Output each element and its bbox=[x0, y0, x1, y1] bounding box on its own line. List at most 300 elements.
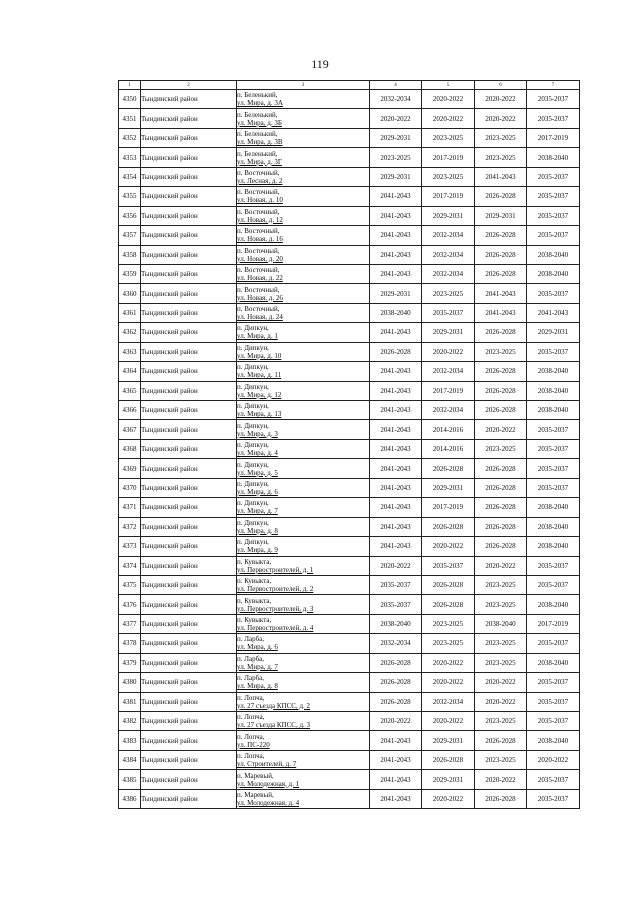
row-number: 4359 bbox=[119, 264, 141, 283]
period-cell-col4: 2041-2043 bbox=[370, 362, 422, 381]
period-cell-col7: 2035-2037 bbox=[527, 187, 580, 206]
period-cell-col4: 2032-2034 bbox=[370, 634, 422, 653]
period-cell-col6: 2041-2043 bbox=[475, 303, 527, 322]
table-row bbox=[119, 245, 580, 264]
period-cell-col6: 2026-2028 bbox=[475, 226, 527, 245]
period-cell-col4: 2023-2025 bbox=[370, 148, 422, 167]
period-cell-col6: 2020-2022 bbox=[475, 673, 527, 692]
district-cell: Тындинский район bbox=[141, 517, 237, 536]
address-street: ул. Молодежная, д. 1 bbox=[237, 779, 300, 788]
period-cell-col5: 2020-2022 bbox=[422, 712, 475, 731]
period-cell-col6: 2026-2028 bbox=[475, 789, 527, 808]
period-cell-col6: 2023-2025 bbox=[475, 148, 527, 167]
period-cell-col6: 2023-2025 bbox=[475, 128, 527, 147]
period-cell-col4: 2020-2022 bbox=[370, 712, 422, 731]
address-locality: п. Дипкун, bbox=[237, 538, 269, 547]
address-locality: п. Восточный, bbox=[237, 207, 280, 216]
period-cell-col5: 2023-2025 bbox=[422, 284, 475, 303]
row-number: 4386 bbox=[119, 789, 141, 808]
district-cell: Тындинский район bbox=[141, 770, 237, 789]
row-number: 4350 bbox=[119, 90, 141, 109]
address-street: ул. Мира, д. 5 bbox=[237, 468, 278, 477]
address-cell bbox=[237, 342, 370, 361]
row-number: 4352 bbox=[119, 128, 141, 147]
period-cell-col6: 2023-2025 bbox=[475, 712, 527, 731]
district-cell: Тындинский район bbox=[141, 264, 237, 283]
address-locality: п. Восточный, bbox=[237, 305, 280, 314]
period-cell-col6: 2026-2028 bbox=[475, 401, 527, 420]
address-cell bbox=[237, 537, 370, 556]
address-cell bbox=[237, 187, 370, 206]
period-cell-col7: 2035-2037 bbox=[527, 789, 580, 808]
period-cell-col4: 2041-2043 bbox=[370, 537, 422, 556]
period-cell-col6: 2023-2025 bbox=[475, 575, 527, 594]
table-row bbox=[119, 303, 580, 322]
address-locality: п. Дипкун, bbox=[237, 402, 269, 411]
period-cell-col7: 2038-2040 bbox=[527, 595, 580, 614]
address-locality: п. Восточный, bbox=[237, 246, 280, 255]
district-cell: Тындинский район bbox=[141, 284, 237, 303]
period-cell-col6: 2026-2028 bbox=[475, 245, 527, 264]
address-street: ул. Первостроителей, д. 3 bbox=[237, 604, 314, 613]
period-cell-col4: 2035-2037 bbox=[370, 595, 422, 614]
table-row bbox=[119, 498, 580, 517]
period-cell-col7: 2035-2037 bbox=[527, 284, 580, 303]
address-locality: п. Восточный, bbox=[237, 266, 280, 275]
district-cell: Тындинский район bbox=[141, 614, 237, 633]
period-cell-col5: 2032-2034 bbox=[422, 401, 475, 420]
period-cell-col6: 2026-2028 bbox=[475, 478, 527, 497]
table-row bbox=[119, 128, 580, 147]
address-cell bbox=[237, 673, 370, 692]
address-street: ул. Мира, д. 12 bbox=[237, 390, 282, 399]
address-street: ул. Новая, д. 16 bbox=[237, 235, 283, 244]
address-cell bbox=[237, 770, 370, 789]
table-row bbox=[119, 634, 580, 653]
row-number: 4367 bbox=[119, 420, 141, 439]
address-street: ул. Мира, д. 3В bbox=[237, 138, 283, 147]
column-number-header-row bbox=[119, 81, 580, 90]
district-cell: Тындинский район bbox=[141, 575, 237, 594]
address-cell bbox=[237, 420, 370, 439]
address-street: ул. Первостроителей, д. 2 bbox=[237, 585, 314, 594]
district-cell: Тындинский район bbox=[141, 420, 237, 439]
table-row bbox=[119, 90, 580, 109]
address-street: ул. Первостроителей, д. 4 bbox=[237, 624, 314, 633]
address-locality: п. Лопча, bbox=[237, 693, 265, 702]
period-cell-col7: 2038-2040 bbox=[527, 381, 580, 400]
district-cell: Тындинский район bbox=[141, 692, 237, 711]
period-cell-col6: 2026-2028 bbox=[475, 264, 527, 283]
period-cell-col4: 2041-2043 bbox=[370, 789, 422, 808]
period-cell-col5: 2029-2031 bbox=[422, 206, 475, 225]
period-cell-col6: 2023-2025 bbox=[475, 342, 527, 361]
row-number: 4379 bbox=[119, 653, 141, 672]
district-cell: Тындинский район bbox=[141, 381, 237, 400]
address-locality: п. Кувыкта, bbox=[237, 557, 272, 566]
district-cell: Тындинский район bbox=[141, 90, 237, 109]
district-cell: Тындинский район bbox=[141, 167, 237, 186]
period-cell-col4: 2041-2043 bbox=[370, 264, 422, 283]
address-cell bbox=[237, 264, 370, 283]
address-street: ул. Новая, д. 12 bbox=[237, 215, 283, 224]
period-cell-col4: 2041-2043 bbox=[370, 498, 422, 517]
row-number: 4354 bbox=[119, 167, 141, 186]
period-cell-col5: 2032-2034 bbox=[422, 226, 475, 245]
period-cell-col7: 2035-2037 bbox=[527, 459, 580, 478]
district-cell: Тындинский район bbox=[141, 401, 237, 420]
address-locality: п. Дипкун, bbox=[237, 324, 269, 333]
period-cell-col6: 2020-2022 bbox=[475, 770, 527, 789]
period-cell-col4: 2041-2043 bbox=[370, 323, 422, 342]
table-row bbox=[119, 750, 580, 769]
address-locality: п. Восточный, bbox=[237, 168, 280, 177]
address-cell bbox=[237, 439, 370, 458]
period-cell-col7: 2035-2037 bbox=[527, 167, 580, 186]
address-cell bbox=[237, 206, 370, 225]
period-cell-col7: 2038-2040 bbox=[527, 653, 580, 672]
period-cell-col6: 2020-2022 bbox=[475, 109, 527, 128]
period-cell-col6: 2023-2025 bbox=[475, 595, 527, 614]
table-row bbox=[119, 401, 580, 420]
period-cell-col6: 2023-2025 bbox=[475, 653, 527, 672]
period-cell-col6: 2020-2022 bbox=[475, 692, 527, 711]
table-row bbox=[119, 517, 580, 536]
address-cell bbox=[237, 712, 370, 731]
address-locality: п. Дипкун, bbox=[237, 421, 269, 430]
period-cell-col7: 2029-2031 bbox=[527, 323, 580, 342]
address-street: ул. Мира, д. 8 bbox=[237, 682, 278, 691]
page-number: 119 bbox=[311, 57, 329, 71]
period-cell-col4: 2032-2034 bbox=[370, 90, 422, 109]
row-number: 4366 bbox=[119, 401, 141, 420]
table-row bbox=[119, 478, 580, 497]
address-street: ул. ПС-220 bbox=[237, 740, 270, 749]
address-locality: п. Дипкун, bbox=[237, 363, 269, 372]
district-cell: Тындинский район bbox=[141, 342, 237, 361]
column-number-header: 7 bbox=[527, 81, 580, 90]
row-number: 4381 bbox=[119, 692, 141, 711]
address-street: ул. 27 съезда КПСС, д. 2 bbox=[237, 701, 311, 710]
address-cell bbox=[237, 245, 370, 264]
period-cell-col7: 2035-2037 bbox=[527, 673, 580, 692]
period-cell-col5: 2020-2022 bbox=[422, 653, 475, 672]
period-cell-col7: 2020-2022 bbox=[527, 750, 580, 769]
address-street: ул. Мира, д. 3 bbox=[237, 429, 278, 438]
period-cell-col4: 2038-2040 bbox=[370, 303, 422, 322]
address-street: ул. Мира, д. 3А bbox=[237, 99, 283, 108]
address-cell bbox=[237, 148, 370, 167]
address-locality: п. Дипкун, bbox=[237, 518, 269, 527]
period-cell-col7: 2035-2037 bbox=[527, 90, 580, 109]
district-cell: Тындинский район bbox=[141, 245, 237, 264]
district-cell: Тындинский район bbox=[141, 148, 237, 167]
period-cell-col4: 2041-2043 bbox=[370, 206, 422, 225]
address-street: ул. Лесная, д. 2 bbox=[237, 176, 283, 185]
row-number: 4371 bbox=[119, 498, 141, 517]
period-cell-col6: 2023-2025 bbox=[475, 634, 527, 653]
district-cell: Тындинский район bbox=[141, 673, 237, 692]
period-cell-col4: 2026-2028 bbox=[370, 342, 422, 361]
address-locality: п. Дипкун, bbox=[237, 460, 269, 469]
district-cell: Тындинский район bbox=[141, 226, 237, 245]
table-row bbox=[119, 148, 580, 167]
address-cell bbox=[237, 750, 370, 769]
address-cell bbox=[237, 109, 370, 128]
period-cell-col6: 2038-2040 bbox=[475, 614, 527, 633]
address-cell bbox=[237, 653, 370, 672]
row-number: 4375 bbox=[119, 575, 141, 594]
period-cell-col7: 2017-2019 bbox=[527, 128, 580, 147]
address-cell bbox=[237, 498, 370, 517]
address-street: ул. Мира, д. 13 bbox=[237, 410, 282, 419]
period-cell-col7: 2038-2040 bbox=[527, 537, 580, 556]
row-number: 4373 bbox=[119, 537, 141, 556]
table-row bbox=[119, 575, 580, 594]
district-cell: Тындинский район bbox=[141, 109, 237, 128]
address-locality: п. Дипкун, bbox=[237, 441, 269, 450]
table-row bbox=[119, 264, 580, 283]
address-street: ул. Новая, д. 26 bbox=[237, 293, 283, 302]
period-cell-col5: 2035-2037 bbox=[422, 556, 475, 575]
period-cell-col5: 2017-2019 bbox=[422, 187, 475, 206]
period-cell-col4: 2026-2028 bbox=[370, 673, 422, 692]
table-row bbox=[119, 712, 580, 731]
address-street: ул. 27 съезда КПСС, д. 3 bbox=[237, 721, 311, 730]
row-number: 4374 bbox=[119, 556, 141, 575]
period-cell-col4: 2041-2043 bbox=[370, 381, 422, 400]
row-number: 4380 bbox=[119, 673, 141, 692]
row-number: 4376 bbox=[119, 595, 141, 614]
address-locality: п. Маревый, bbox=[237, 771, 274, 780]
row-number: 4358 bbox=[119, 245, 141, 264]
address-locality: п. Беленький, bbox=[237, 149, 278, 158]
period-cell-col7: 2035-2037 bbox=[527, 575, 580, 594]
period-cell-col7: 2035-2037 bbox=[527, 109, 580, 128]
address-locality: п. Маревый, bbox=[237, 790, 274, 799]
table-row bbox=[119, 653, 580, 672]
period-cell-col6: 2026-2028 bbox=[475, 459, 527, 478]
row-number: 4363 bbox=[119, 342, 141, 361]
table-body bbox=[119, 90, 580, 809]
period-cell-col4: 2029-2031 bbox=[370, 284, 422, 303]
row-number: 4356 bbox=[119, 206, 141, 225]
period-cell-col5: 2035-2037 bbox=[422, 303, 475, 322]
row-number: 4378 bbox=[119, 634, 141, 653]
period-cell-col7: 2038-2040 bbox=[527, 731, 580, 750]
row-number: 4383 bbox=[119, 731, 141, 750]
period-cell-col5: 2020-2022 bbox=[422, 537, 475, 556]
address-locality: п. Лопча, bbox=[237, 752, 265, 761]
column-number-header: 4 bbox=[370, 81, 422, 90]
column-number-header: 2 bbox=[141, 81, 237, 90]
table-row bbox=[119, 614, 580, 633]
address-locality: п. Беленький, bbox=[237, 130, 278, 139]
row-number: 4364 bbox=[119, 362, 141, 381]
period-cell-col4: 2020-2022 bbox=[370, 556, 422, 575]
period-cell-col5: 2032-2034 bbox=[422, 362, 475, 381]
row-number: 4372 bbox=[119, 517, 141, 536]
period-cell-col5: 2026-2028 bbox=[422, 459, 475, 478]
period-cell-col6: 2026-2028 bbox=[475, 537, 527, 556]
address-street: ул. Новая, д. 10 bbox=[237, 196, 283, 205]
period-cell-col6: 2041-2043 bbox=[475, 284, 527, 303]
district-cell: Тындинский район bbox=[141, 712, 237, 731]
period-cell-col5: 2023-2025 bbox=[422, 614, 475, 633]
period-cell-col5: 2032-2034 bbox=[422, 264, 475, 283]
address-cell bbox=[237, 90, 370, 109]
period-cell-col5: 2029-2031 bbox=[422, 731, 475, 750]
period-cell-col7: 2035-2037 bbox=[527, 342, 580, 361]
period-cell-col5: 2032-2034 bbox=[422, 692, 475, 711]
address-locality: п. Беленький, bbox=[237, 110, 278, 119]
period-cell-col4: 2041-2043 bbox=[370, 731, 422, 750]
address-cell bbox=[237, 692, 370, 711]
address-cell bbox=[237, 401, 370, 420]
column-number-header: 6 bbox=[475, 81, 527, 90]
address-cell bbox=[237, 362, 370, 381]
address-locality: п. Дипкун, bbox=[237, 499, 269, 508]
period-cell-col4: 2041-2043 bbox=[370, 439, 422, 458]
period-cell-col4: 2020-2022 bbox=[370, 109, 422, 128]
period-cell-col7: 2035-2037 bbox=[527, 712, 580, 731]
address-cell bbox=[237, 634, 370, 653]
period-cell-col7: 2038-2040 bbox=[527, 245, 580, 264]
row-number: 4365 bbox=[119, 381, 141, 400]
period-cell-col4: 2041-2043 bbox=[370, 459, 422, 478]
table-row bbox=[119, 673, 580, 692]
address-cell bbox=[237, 575, 370, 594]
period-cell-col4: 2041-2043 bbox=[370, 517, 422, 536]
period-cell-col5: 2020-2022 bbox=[422, 789, 475, 808]
district-cell: Тындинский район bbox=[141, 556, 237, 575]
address-street: ул. Мира, д. 3Б bbox=[237, 118, 282, 127]
period-cell-col5: 2020-2022 bbox=[422, 673, 475, 692]
address-locality: п. Кувыкта, bbox=[237, 577, 272, 586]
district-cell: Тындинский район bbox=[141, 303, 237, 322]
row-number: 4370 bbox=[119, 478, 141, 497]
period-cell-col7: 2035-2037 bbox=[527, 226, 580, 245]
period-cell-col7: 2038-2040 bbox=[527, 148, 580, 167]
housing-schedule-table bbox=[118, 80, 580, 809]
period-cell-col5: 2017-2019 bbox=[422, 381, 475, 400]
address-locality: п. Восточный, bbox=[237, 227, 280, 236]
period-cell-col7: 2038-2040 bbox=[527, 517, 580, 536]
address-locality: п. Беленький, bbox=[237, 91, 278, 100]
period-cell-col6: 2020-2022 bbox=[475, 90, 527, 109]
period-cell-col7: 2038-2040 bbox=[527, 401, 580, 420]
period-cell-col6: 2029-2031 bbox=[475, 206, 527, 225]
address-street: ул. Мира, д. 7 bbox=[237, 662, 278, 671]
table-row bbox=[119, 362, 580, 381]
row-number: 4377 bbox=[119, 614, 141, 633]
address-street: ул. Мира, д. 11 bbox=[237, 371, 282, 380]
address-cell bbox=[237, 556, 370, 575]
period-cell-col6: 2023-2025 bbox=[475, 750, 527, 769]
address-locality: п. Восточный, bbox=[237, 285, 280, 294]
district-cell: Тындинский район bbox=[141, 634, 237, 653]
period-cell-col6: 2026-2028 bbox=[475, 362, 527, 381]
table-row bbox=[119, 692, 580, 711]
period-cell-col7: 2035-2037 bbox=[527, 420, 580, 439]
period-cell-col7: 2035-2037 bbox=[527, 556, 580, 575]
period-cell-col4: 2041-2043 bbox=[370, 770, 422, 789]
district-cell: Тындинский район bbox=[141, 478, 237, 497]
row-number: 4351 bbox=[119, 109, 141, 128]
address-locality: п. Восточный, bbox=[237, 188, 280, 197]
address-street: ул. Мира, д. 1 bbox=[237, 332, 278, 341]
period-cell-col5: 2023-2025 bbox=[422, 634, 475, 653]
table-row bbox=[119, 770, 580, 789]
period-cell-col4: 2041-2043 bbox=[370, 187, 422, 206]
address-street: ул. Молодежная, д. 4 bbox=[237, 798, 300, 807]
address-cell bbox=[237, 459, 370, 478]
period-cell-col5: 2032-2034 bbox=[422, 245, 475, 264]
table-row bbox=[119, 537, 580, 556]
row-number: 4361 bbox=[119, 303, 141, 322]
period-cell-col4: 2029-2031 bbox=[370, 167, 422, 186]
table-row bbox=[119, 342, 580, 361]
address-street: ул. Новая, д. 20 bbox=[237, 254, 283, 263]
period-cell-col4: 2026-2028 bbox=[370, 653, 422, 672]
district-cell: Тындинский район bbox=[141, 789, 237, 808]
period-cell-col7: 2035-2037 bbox=[527, 634, 580, 653]
table-row bbox=[119, 167, 580, 186]
address-cell bbox=[237, 167, 370, 186]
address-street: ул. Новая, д. 22 bbox=[237, 274, 283, 283]
address-locality: п. Лопча, bbox=[237, 713, 265, 722]
address-cell bbox=[237, 517, 370, 536]
address-cell bbox=[237, 323, 370, 342]
period-cell-col7: 2038-2040 bbox=[527, 498, 580, 517]
address-locality: п. Лопча, bbox=[237, 732, 265, 741]
period-cell-col7: 2035-2037 bbox=[527, 478, 580, 497]
period-cell-col7: 2035-2037 bbox=[527, 692, 580, 711]
address-cell bbox=[237, 284, 370, 303]
period-cell-col4: 2038-2040 bbox=[370, 614, 422, 633]
district-cell: Тындинский район bbox=[141, 595, 237, 614]
table-row bbox=[119, 187, 580, 206]
address-locality: п. Дипкун, bbox=[237, 343, 269, 352]
address-street: ул. Мира, д. 9 bbox=[237, 546, 278, 555]
address-street: ул. Мира, д. 7 bbox=[237, 507, 278, 516]
address-locality: п. Ларба, bbox=[237, 654, 265, 663]
address-locality: п. Ларба, bbox=[237, 674, 265, 683]
period-cell-col4: 2041-2043 bbox=[370, 401, 422, 420]
period-cell-col4: 2041-2043 bbox=[370, 478, 422, 497]
row-number: 4362 bbox=[119, 323, 141, 342]
row-number: 4385 bbox=[119, 770, 141, 789]
table-row bbox=[119, 284, 580, 303]
period-cell-col5: 2020-2022 bbox=[422, 90, 475, 109]
period-cell-col5: 2026-2028 bbox=[422, 750, 475, 769]
row-number: 4357 bbox=[119, 226, 141, 245]
period-cell-col4: 2035-2037 bbox=[370, 575, 422, 594]
period-cell-col5: 2020-2022 bbox=[422, 342, 475, 361]
address-cell bbox=[237, 789, 370, 808]
period-cell-col7: 2035-2037 bbox=[527, 770, 580, 789]
address-cell bbox=[237, 478, 370, 497]
address-street: ул. Мира, д. 8 bbox=[237, 526, 278, 535]
period-cell-col6: 2020-2022 bbox=[475, 420, 527, 439]
period-cell-col5: 2029-2031 bbox=[422, 478, 475, 497]
district-cell: Тындинский район bbox=[141, 187, 237, 206]
period-cell-col6: 2026-2028 bbox=[475, 381, 527, 400]
period-cell-col7: 2035-2037 bbox=[527, 206, 580, 225]
period-cell-col5: 2014-2016 bbox=[422, 420, 475, 439]
district-cell: Тындинский район bbox=[141, 653, 237, 672]
row-number: 4382 bbox=[119, 712, 141, 731]
